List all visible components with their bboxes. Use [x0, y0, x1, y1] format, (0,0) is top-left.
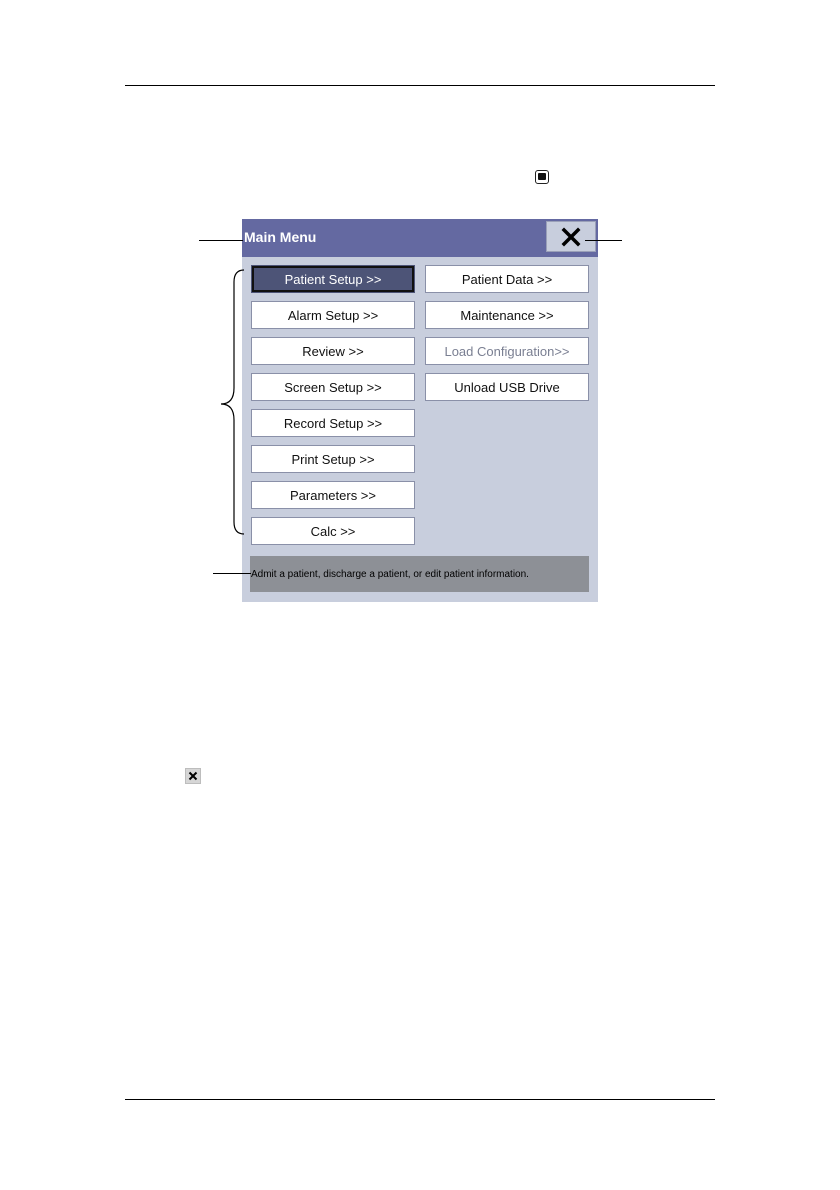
record-setup-button[interactable]: Record Setup >>	[251, 409, 415, 437]
review-button[interactable]: Review >>	[251, 337, 415, 365]
help-bar	[250, 556, 589, 592]
close-button[interactable]	[546, 221, 596, 252]
parameters-button[interactable]: Parameters >>	[251, 481, 415, 509]
print-setup-button[interactable]: Print Setup >>	[251, 445, 415, 473]
help-callout-line	[213, 573, 251, 574]
screen-setup-button[interactable]: Screen Setup >>	[251, 373, 415, 401]
title-bar	[242, 219, 598, 257]
inline-close-icon	[185, 768, 201, 784]
close-icon	[561, 227, 581, 247]
header-rule	[125, 85, 715, 86]
help-text: Admit a patient, discharge a patient, or edit patient information.	[251, 568, 529, 580]
main-menu-key-icon	[535, 170, 549, 184]
close-callout-line	[585, 240, 622, 241]
title-callout-line	[199, 240, 243, 241]
alarm-setup-button[interactable]: Alarm Setup >>	[251, 301, 415, 329]
main-menu-window	[242, 219, 598, 602]
menu-title: Main Menu	[244, 229, 317, 245]
maintenance-button[interactable]: Maintenance >>	[425, 301, 589, 329]
load-configuration-button: Load Configuration>>	[425, 337, 589, 365]
unload-usb-drive-button[interactable]: Unload USB Drive	[425, 373, 589, 401]
footer-rule	[125, 1099, 715, 1100]
calc-button[interactable]: Calc >>	[251, 517, 415, 545]
patient-setup-button[interactable]: Patient Setup >>	[251, 265, 415, 293]
patient-data-button[interactable]: Patient Data >>	[425, 265, 589, 293]
buttons-brace	[216, 268, 250, 536]
